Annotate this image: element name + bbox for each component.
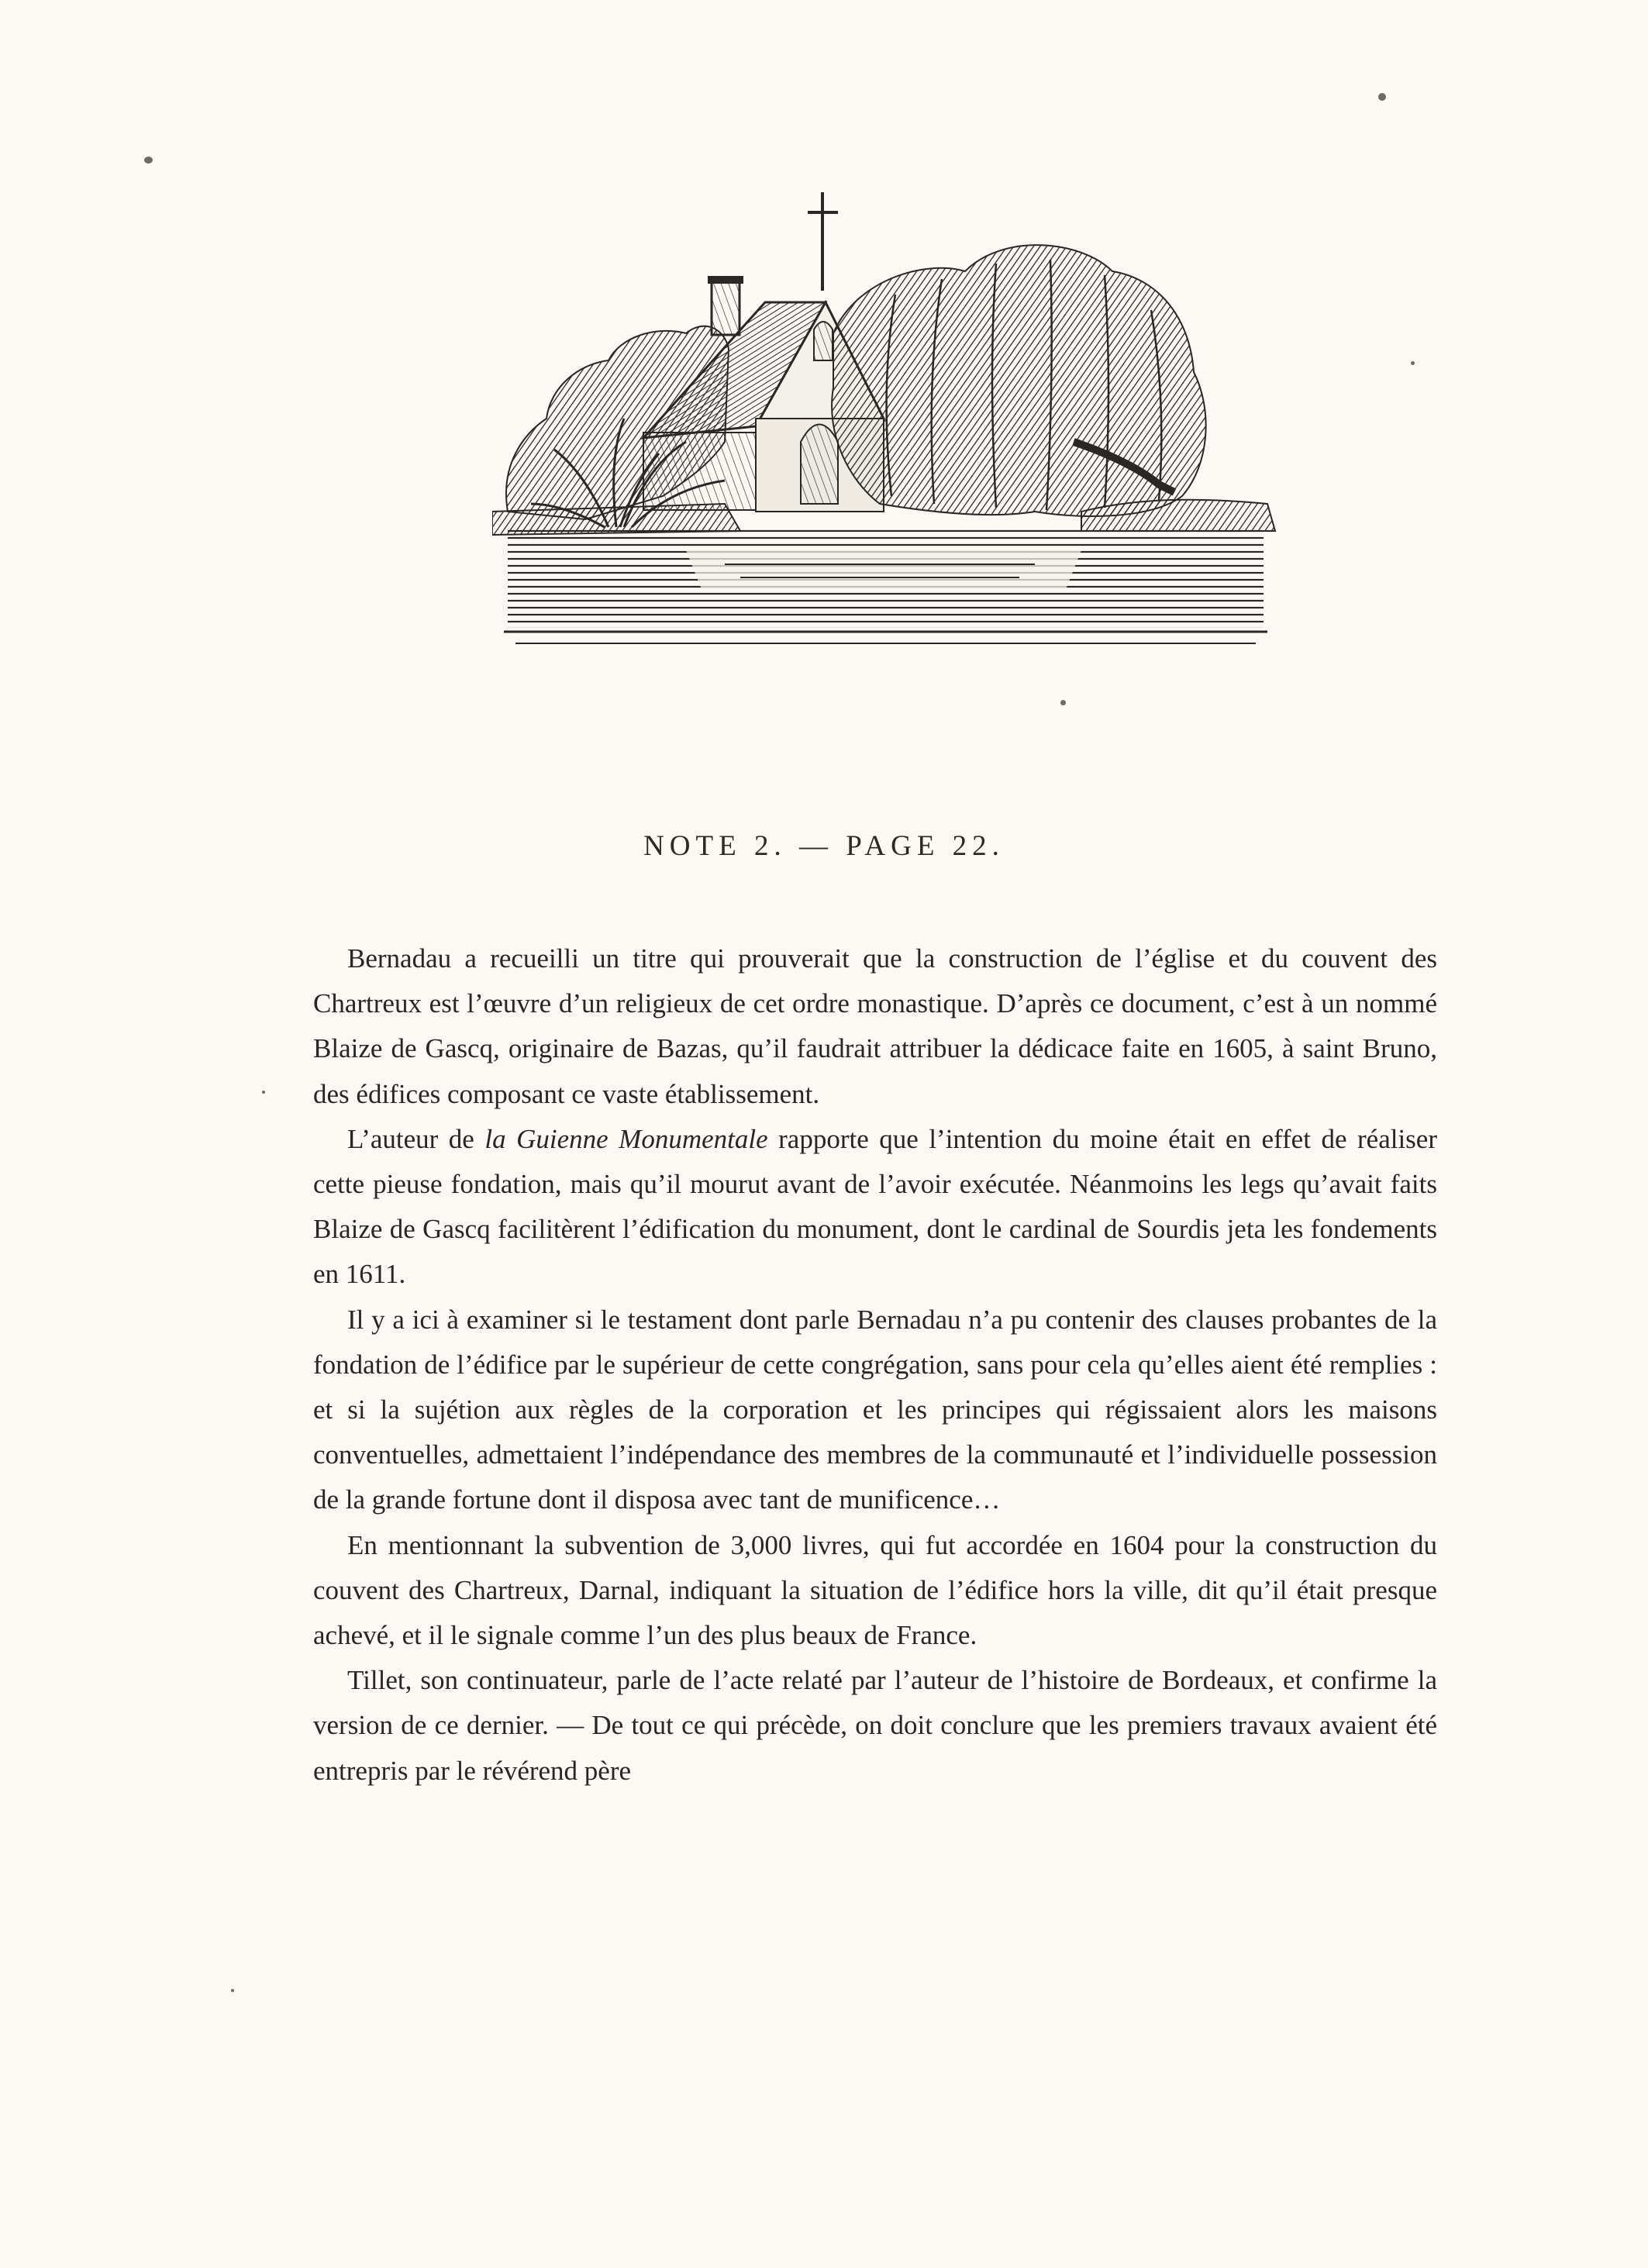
- paragraph-1: Bernadau a recueilli un titre qui prouverait que la construction de l’église et du couvent des Chartreux est l’œuvre d’un religieux de cet ordre monastique. D’après ce document, c’est à un nommé Blaize de Gascq, originaire de Bazas, qu’il faudrait attribuer la dédicace faite en 1605, à saint Bruno, des édifices composant ce vaste établissement.: [313, 943, 1437, 1109]
- note-body: [313, 936, 1437, 1794]
- book-title-italic: la Guienne Monumentale: [484, 1123, 768, 1154]
- paper-speck: [1378, 93, 1386, 101]
- chapel-engraving-image: [492, 186, 1279, 670]
- paper-speck: [262, 1091, 265, 1094]
- paper-speck: [1060, 700, 1066, 705]
- paragraph-5: Tillet, son continuateur, parle de l’acte relaté par l’auteur de l’histoire de Bordeaux, et confirme la version de ce dernier. — De tout ce qui précède, on doit conclure que les premiers travaux avaient été entrepris par le révérend père: [313, 1665, 1437, 1786]
- paper-speck: [144, 157, 153, 164]
- paper-speck: [1411, 361, 1415, 365]
- paragraph-3: Il y a ici à examiner si le testament dont parle Bernadau n’a pu contenir des clauses probantes de la fondation de l’édifice par le supérieur de cette congrégation, sans pour cela qu’elles aient été remplies : et si la sujétion aux règles de la corporation et les principes qui régissaient alors les maisons conventuelles, admettaient l’indépendance des membres de la communauté et l’individuelle possession de la grande fortune dont il disposa avec tant de munificence…: [313, 1304, 1437, 1515]
- paper-speck: [231, 1989, 234, 1992]
- paragraph-2-lead: L’auteur de: [347, 1123, 485, 1154]
- paragraph-2: [313, 1117, 1437, 1298]
- note-heading: NOTE 2. — PAGE 22.: [643, 830, 1005, 862]
- paragraph-4: En mentionnant la subvention de 3,000 livres, qui fut accordée en 1604 pour la construction du couvent des Chartreux, Darnal, indiquant la situation de l’édifice hors la ville, dit qu’il était presque achevé, et il le signale comme l’un des plus beaux de France.: [313, 1529, 1437, 1651]
- paragraph-2-rest: rapporte que l’intention du moine était en effet de réaliser cette pieuse fondation, mais qu’il mourut avant de l’avoir exécutée. Néanmoins les legs qu’avait faits Blaize de Gascq facilitèrent l’édification du monument, dont le cardinal de Sourdis jeta les fondements en 1611.: [313, 1123, 1437, 1290]
